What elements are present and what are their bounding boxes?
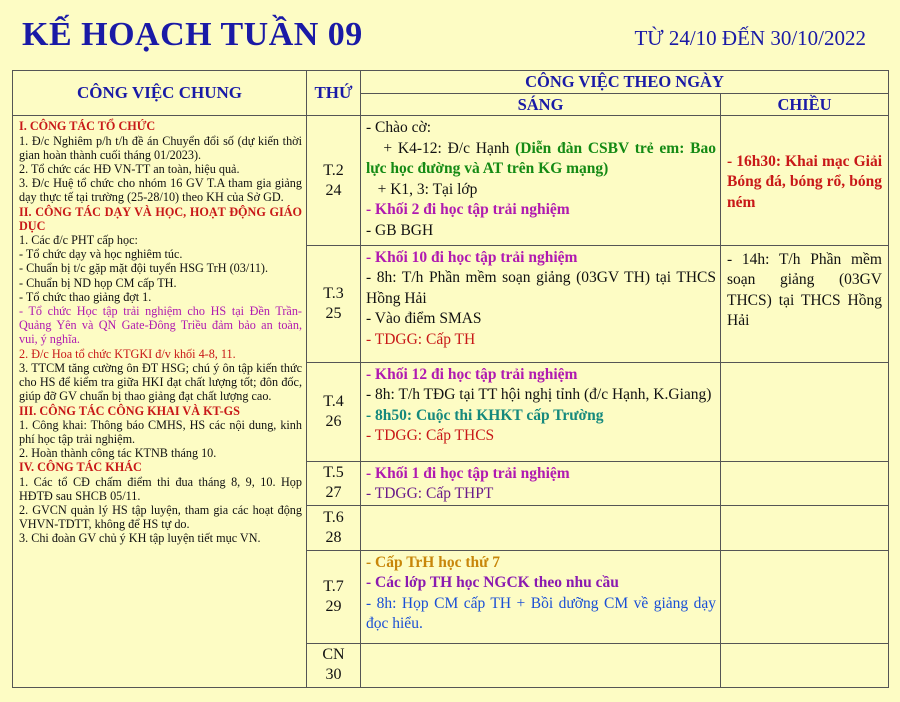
morning-item [366, 139, 716, 180]
morning-item: + K1, 3: Tại lớp [366, 180, 478, 198]
day-cell [307, 506, 361, 550]
day-label: T.3 [323, 284, 344, 302]
task-item: 1. Đ/c Nghiêm p/h t/h đề án Chuyển đổi số (dự kiến thời gian hoàn thành cuối tháng 01/2023). [19, 133, 302, 162]
morning-cell [361, 245, 721, 362]
day-cell [307, 362, 361, 461]
morning-item: - Các lớp TH học NGCK theo nhu cầu [366, 574, 619, 592]
morning-cell [361, 550, 721, 643]
morning-cell [361, 643, 721, 688]
day-label: T.7 [323, 577, 344, 595]
day-cell [307, 461, 361, 505]
daily-tasks-header: CÔNG VIỆC THEO NGÀY [361, 71, 889, 94]
task-item: 2. Hoàn thành công tác KTNB tháng 10. [19, 446, 217, 461]
morning-item: - Khối 12 đi học tập trải nghiệm [366, 365, 578, 383]
day-date: 29 [325, 597, 342, 615]
task-item: 2. Tổ chức các HĐ VN-TT an toàn, hiệu quả. [19, 162, 240, 177]
task-item: 1. Các đ/c PHT cấp học: [19, 233, 138, 248]
day-row [13, 116, 889, 245]
afternoon-cell [721, 643, 889, 688]
task-item: 3. Chi đoàn GV chủ ý KH tập luyện tiết mục VN. [19, 531, 261, 546]
morning-item: - Chào cờ: [366, 119, 432, 137]
section-heading: IV. CÔNG TÁC KHÁC [19, 460, 142, 475]
day-date: 30 [325, 666, 342, 684]
task-item: 3. TTCM tăng cường ôn ĐT HSG; chú ý ôn tập kiến thức cho HS để kiểm tra giữa HKI đạt chất lượng tốt; đôn đốc, giúp đỡ GV chuẩn bị thao giảng đạt chất lượng cao. [19, 360, 302, 404]
day-date: 25 [325, 304, 342, 322]
section-heading: II. CÔNG TÁC DẠY VÀ HỌC, HOẠT ĐỘNG GIÁO DỤC [19, 204, 302, 233]
general-tasks-cell [13, 116, 307, 688]
task-item: 1. Các tổ CĐ chấm điểm thi đua tháng 8, 9, 10. Họp HĐTĐ sau SHCB 05/11. [19, 474, 302, 503]
task-item: - Chuẩn bị ND họp CM cấp TH. [19, 275, 177, 290]
date-range: TỪ 24/10 ĐẾN 30/10/2022 [634, 26, 866, 50]
day-label: CN [322, 646, 345, 664]
weekly-plan-table [12, 70, 889, 688]
section-heading: III. CÔNG TÁC CÔNG KHAI VÀ KT-GS [19, 403, 240, 418]
day-cell [307, 116, 361, 245]
day-label: T.2 [323, 161, 344, 179]
task-item: - Tổ chức thao giảng đợt 1. [19, 289, 152, 304]
task-item: - Tổ chức dạy và học nghiêm túc. [19, 247, 183, 262]
afternoon-item: - 14h: T/h Phần mềm soạn giảng (03GV THCS) tại THCS Hồng Hải [727, 250, 886, 330]
afternoon-cell [721, 362, 889, 461]
morning-item: - TDGG: Cấp THCS [366, 427, 495, 445]
morning-header: SÁNG [361, 94, 721, 116]
morning-item-text: + K4-12: Đ/c Hạnh [366, 139, 516, 157]
morning-item: - 8h: Họp CM cấp TH + Bồi dưỡng CM về giảng dạy đọc hiểu. [366, 594, 720, 633]
day-date: 24 [325, 181, 342, 199]
morning-item: - Khối 1 đi học tập trải nghiệm [366, 464, 570, 482]
task-item: 3. Đ/c Huệ tổ chức cho nhóm 16 GV T.A tham gia giảng dạy thực tế tại trường (25-28/10) theo KH của Sở GD. [19, 176, 302, 205]
day-header: THỨ [307, 71, 361, 116]
afternoon-cell [721, 245, 889, 362]
day-cell [307, 550, 361, 643]
task-item: - Chuẩn bị t/c gặp mặt đội tuyển HSG TrH (03/11). [19, 261, 269, 276]
section-heading: I. CÔNG TÁC TỔ CHỨC [19, 119, 156, 134]
morning-item: - 8h: T/h TĐG tại TT hội nghị tỉnh (đ/c Hạnh, K.Giang) [366, 386, 712, 404]
afternoon-header: CHIỀU [721, 94, 889, 116]
day-date: 26 [325, 412, 342, 430]
morning-cell [361, 461, 721, 505]
afternoon-cell [721, 506, 889, 550]
afternoon-cell [721, 461, 889, 505]
task-item: 2. Đ/c Hoa tổ chức KTGKI đ/v khối 4-8, 11. [19, 346, 236, 361]
page-title: KẾ HOẠCH TUẦN 09 [22, 16, 363, 53]
task-item: 1. Công khai: Thông báo CMHS, HS các nội dung, kinh phí học tập trải nghiệm. [19, 417, 302, 446]
morning-item: - Cấp TrH học thứ 7 [366, 553, 501, 571]
morning-item: - TDGG: Cấp TH [366, 330, 476, 348]
day-cell [307, 245, 361, 362]
morning-item: - GB BGH [366, 221, 434, 239]
afternoon-cell [721, 116, 889, 245]
day-cell [307, 643, 361, 688]
header [0, 0, 900, 70]
day-label: T.5 [323, 464, 344, 482]
afternoon-item: - 16h30: Khai mạc Giải Bóng đá, bóng rổ, bóng ném [727, 152, 886, 211]
morning-cell [361, 506, 721, 550]
day-label: T.6 [323, 508, 344, 526]
task-item: - Tổ chức Học tập trải nghiệm cho HS tại Đền Trần-Quảng Yên và QN Gate-Đông Triều đảm bảo an toàn, vui, ý nghĩa. [19, 304, 302, 347]
morning-item: - Vào điểm SMAS [366, 310, 482, 328]
morning-cell [361, 116, 721, 245]
general-tasks-header: CÔNG VIỆC CHUNG [13, 71, 307, 116]
morning-item: - Khối 10 đi học tập trải nghiệm [366, 248, 578, 266]
day-date: 27 [325, 484, 342, 502]
morning-item-note: (Diễn đàn CSBV trẻ em: Bao lực học đường và AT trên KG mạng) [366, 139, 717, 178]
morning-item: - 8h: T/h Phần mềm soạn giảng (03GV TH) tại THCS Hồng Hải [366, 269, 720, 307]
morning-item: - 8h50: Cuộc thi KHKT cấp Trường [366, 406, 604, 424]
day-date: 28 [325, 528, 342, 546]
task-item: 2. GVCN quản lý HS tập luyện, tham gia các hoạt động VHVN-TDTT, không để HS tự do. [19, 502, 302, 532]
morning-cell [361, 362, 721, 461]
day-label: T.4 [323, 392, 344, 410]
morning-item: - Khối 2 đi học tập trải nghiệm [366, 201, 570, 219]
afternoon-cell [721, 550, 889, 643]
morning-item: - TDGG: Cấp THPT [366, 485, 494, 503]
